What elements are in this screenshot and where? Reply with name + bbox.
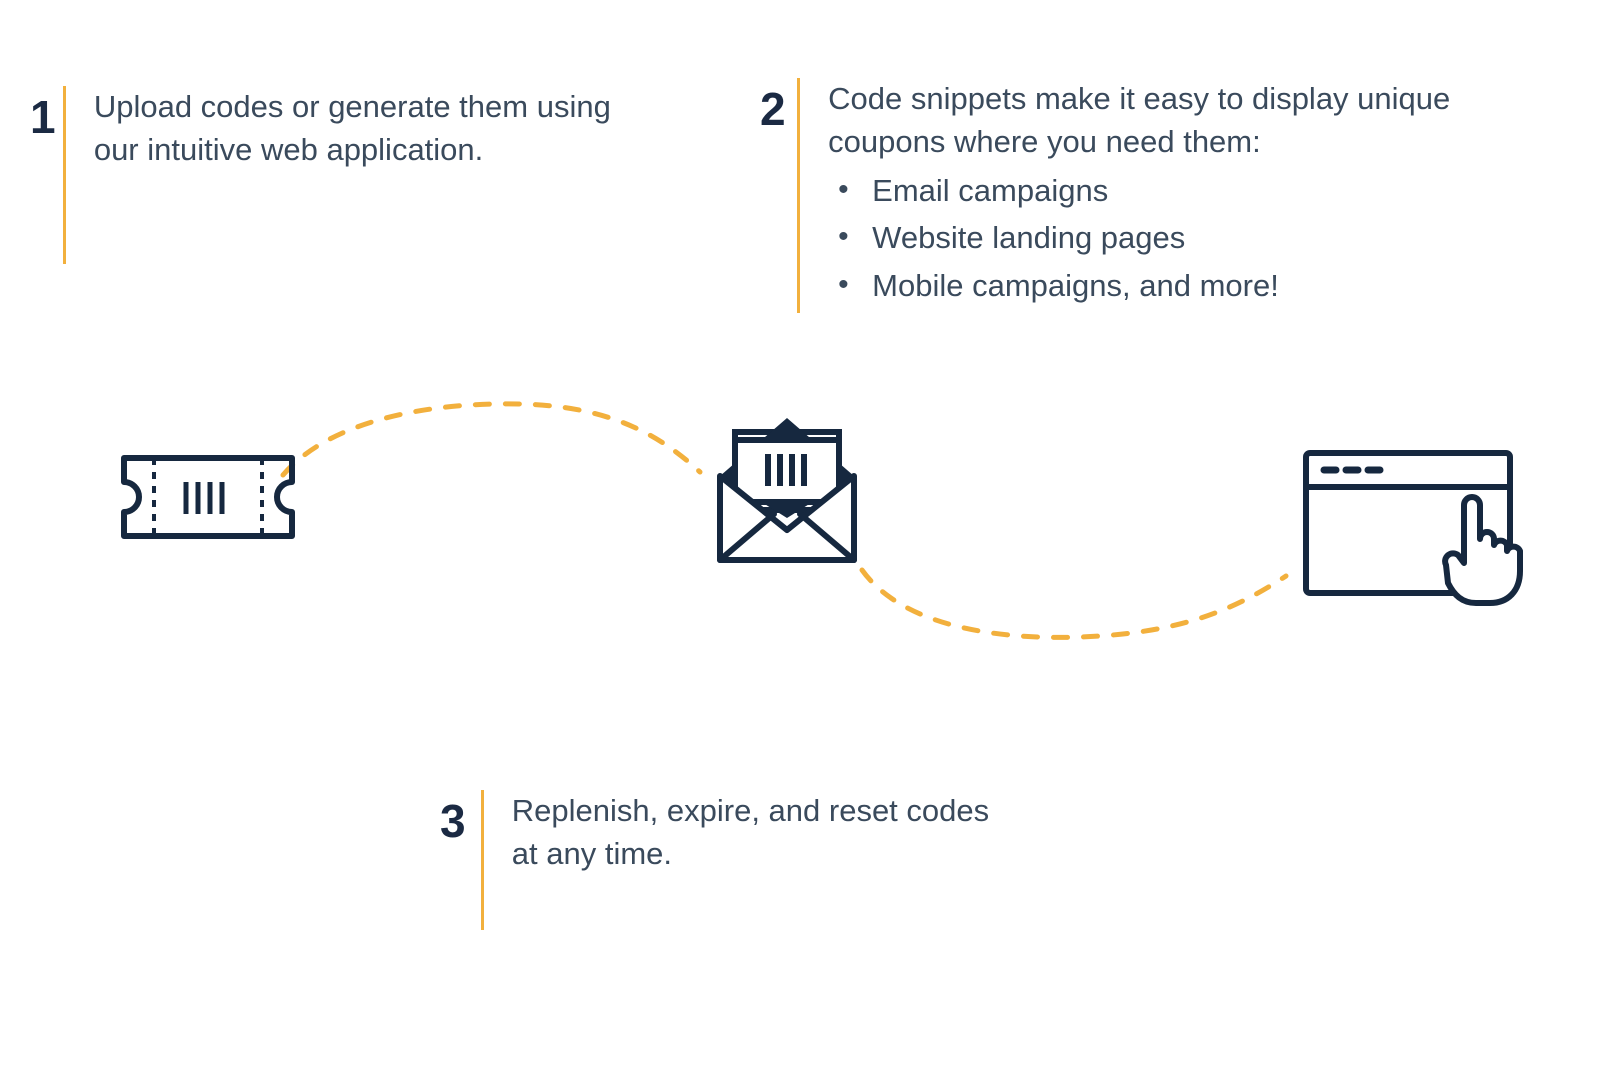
step-2-number: 2 [760, 83, 785, 135]
list-item: • Mobile campaigns, and more! [828, 265, 1560, 308]
step-2-text: Code snippets make it easy to display unique coupons where you need them: [828, 81, 1451, 159]
step-1 [30, 86, 650, 264]
step-2-body [828, 78, 1560, 313]
open-envelope-icon [712, 410, 862, 570]
step-3-divider [481, 790, 484, 930]
step-1-body [94, 86, 650, 172]
step-1-divider [63, 86, 66, 264]
step-3 [440, 790, 1000, 930]
step-3-number: 3 [440, 795, 465, 847]
step-2 [760, 78, 1560, 313]
step-3-body [512, 790, 1000, 876]
list-item: • Email campaigns [828, 170, 1560, 213]
step-1-number: 1 [30, 91, 55, 143]
list-item: • Website landing pages [828, 217, 1560, 260]
browser-window-icon [1300, 445, 1540, 615]
flow-illustration [0, 380, 1620, 680]
coupon-ticket-icon [118, 442, 298, 552]
step-2-bullet-list [828, 170, 1560, 308]
step-1-text: Upload codes or generate them using our intuitive web application. [93, 89, 611, 167]
step-3-text: Replenish, expire, and reset codes at any time. [511, 793, 990, 871]
step-2-divider [797, 78, 800, 313]
